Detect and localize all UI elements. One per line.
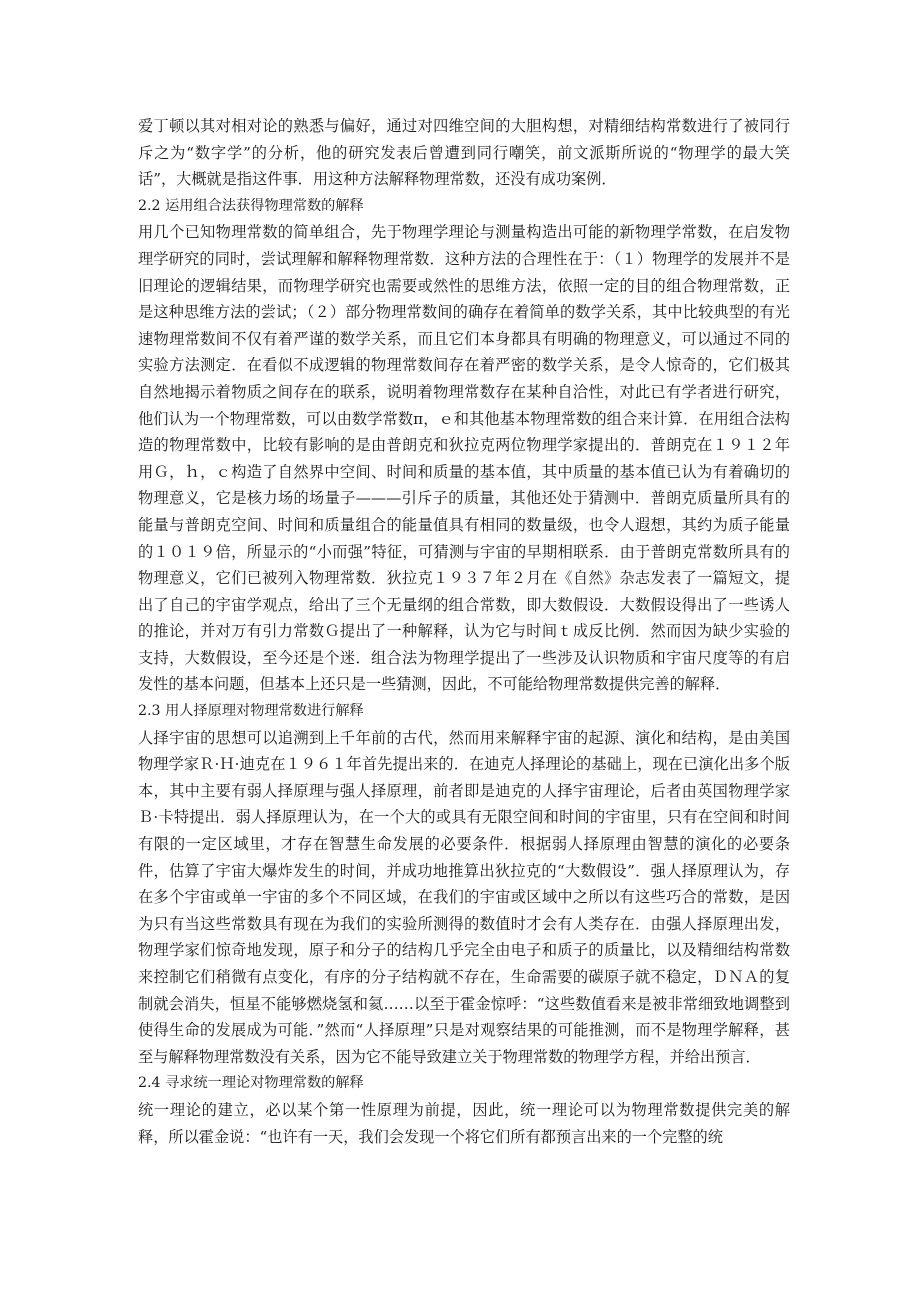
section-heading-2-2: 2.2 运用组合法获得物理常数的解释	[138, 197, 364, 214]
section-body-2-2: 用几个已知物理常数的简单组合，先于物理学理论与测量构造出可能的新物理学常数，在启发物理学研究的同时，尝试理解和解释物理常数．这种方法的合理性在于：（１）物理学的发展并不是旧理论的逻辑结果，而物理学研究也需要或然性的思维方法，依照一定的目的组合物理常数，正是这种思维方法的尝试；（２）部分物理常数间的确存在着简单的数学关系，其中比较典型的有光速物理常数间不仅有着严谨的数学关系，而且它们本身都具有明确的物理意义，可以通过不同的实验方法测定．在看似不成逻辑的物理常数间存在着严密的数学关系，是令人惊奇的，它们极其自然地揭示着物质之间存在的联系，说明着物理常数存在某种自洽性，对此已有学者进行研究，他们认为一个物理常数，可以由数学常数π，ｅ和其他基本物理常数的组合来计算．在用组合法构造的物理常数中，比较有影响的是由普朗克和狄拉克两位物理学家提出的．普朗克在１９１２年用Ｇ，ｈ，ｃ构造了自然界中空间、时间和质量的基本值，其中质量的基本值已认为有着确切的物理意义，它是核力场的场量子———引斥子的质量，其他还处于猜测中．普朗克质量所具有的能量与普朗克空间、时间和质量组合的能量值具有相同的数量级，也令人遐想，其约为质子能量的１０１９倍，所显示的“小而强”特征，可猜测与宇宙的早期相联系．由于普朗克常数所具有的物理意义，它们已被列入物理常数．狄拉克１９３７年２月在《自然》杂志发表了一篇短文，提出了自己的宇宙学观点，给出了三个无量纲的组合常数，即大数假设．大数假设得出了一些诱人的推论，并对万有引力常数Ｇ提出了一种解释，认为它与时间ｔ成反比例．然而因为缺少实验的支持，大数假设，至今还是个迷．组合法为物理学提出了一些涉及认识物质和宇宙尺度等的有启发性的基本问题，但基本上还只是一些猜测，因此，不可能给物理常数提供完善的解释．	[138, 223, 790, 694]
intro-paragraph: 爱丁顿以其对相对论的熟悉与偏好，通过对四维空间的大胆构想，对精细结构常数进行了被同行斥之为“数字学”的分析，他的研究发表后曾遭到同行嘲笑，前文派斯所说的“物理学的最大笑话”，大概就是指这件事．用这种方法解释物理常数，还没有成功案例．	[138, 117, 790, 189]
section-heading-2-4: 2.4 寻求统一理论对物理常数的解释	[138, 1075, 364, 1092]
section-heading-2-3: 2.3 用人择原理对物理常数进行解释	[138, 703, 364, 720]
section-body-2-3: 人择宇宙的思想可以追溯到上千年前的古代，然而用来解释宇宙的起源、演化和结构，是由美国物理学家Ｒ·Ｈ·迪克在１９６１年首先提出来的．在迪克人择理论的基础上，现在已演化出多个版本，其中主要有弱人择原理与强人择原理，前者即是迪克的人择宇宙理论，后者由英国物理学家Ｂ·卡特提出．弱人择原理认为，在一个大的或具有无限空间和时间的宇宙里，只有在空间和时间有限的一定区域里，才存在智慧生命发展的必要条件．根据弱人择原理由智慧的演化的必要条件，估算了宇宙大爆炸发生的时间，并成功地推算出狄拉克的“大数假设”．强人择原理认为，存在多个宇宙或单一宇宙的多个不同区域，在我们的宇宙或区域中之所以有这些巧合的常数，是因为只有当这些常数具有现在为我们的实验所测得的数值时才会有人类存在．由强人择原理出发，物理学家们惊奇地发现，原子和分子的结构几乎完全由电子和质子的质量比，以及精细结构常数来控制它们稍微有点变化，有序的分子结构就不存在，生命需要的碳原子就不稳定，ＤＮＡ的复制就会消失，恒星不能够燃烧氢和氦……以至于霍金惊呼：“这些数值看来是被非常细致地调整到使得生命的发展成为可能．”然而“人择原理”只是对观察结果的可能推测，而不是物理学解释，甚至与解释物理常数没有关系，因为它不能导致建立关于物理常数的物理学方程，并给出预言．	[138, 728, 790, 1066]
document-body	[138, 113, 790, 1150]
section-body-2-4: 统一理论的建立，必以某个第一性原理为前提，因此，统一理论可以为物理常数提供完美的解释，所以霍金说：“也许有一天，我们会发现一个将它们所有都预言出来的一个完整的统	[138, 1100, 790, 1146]
